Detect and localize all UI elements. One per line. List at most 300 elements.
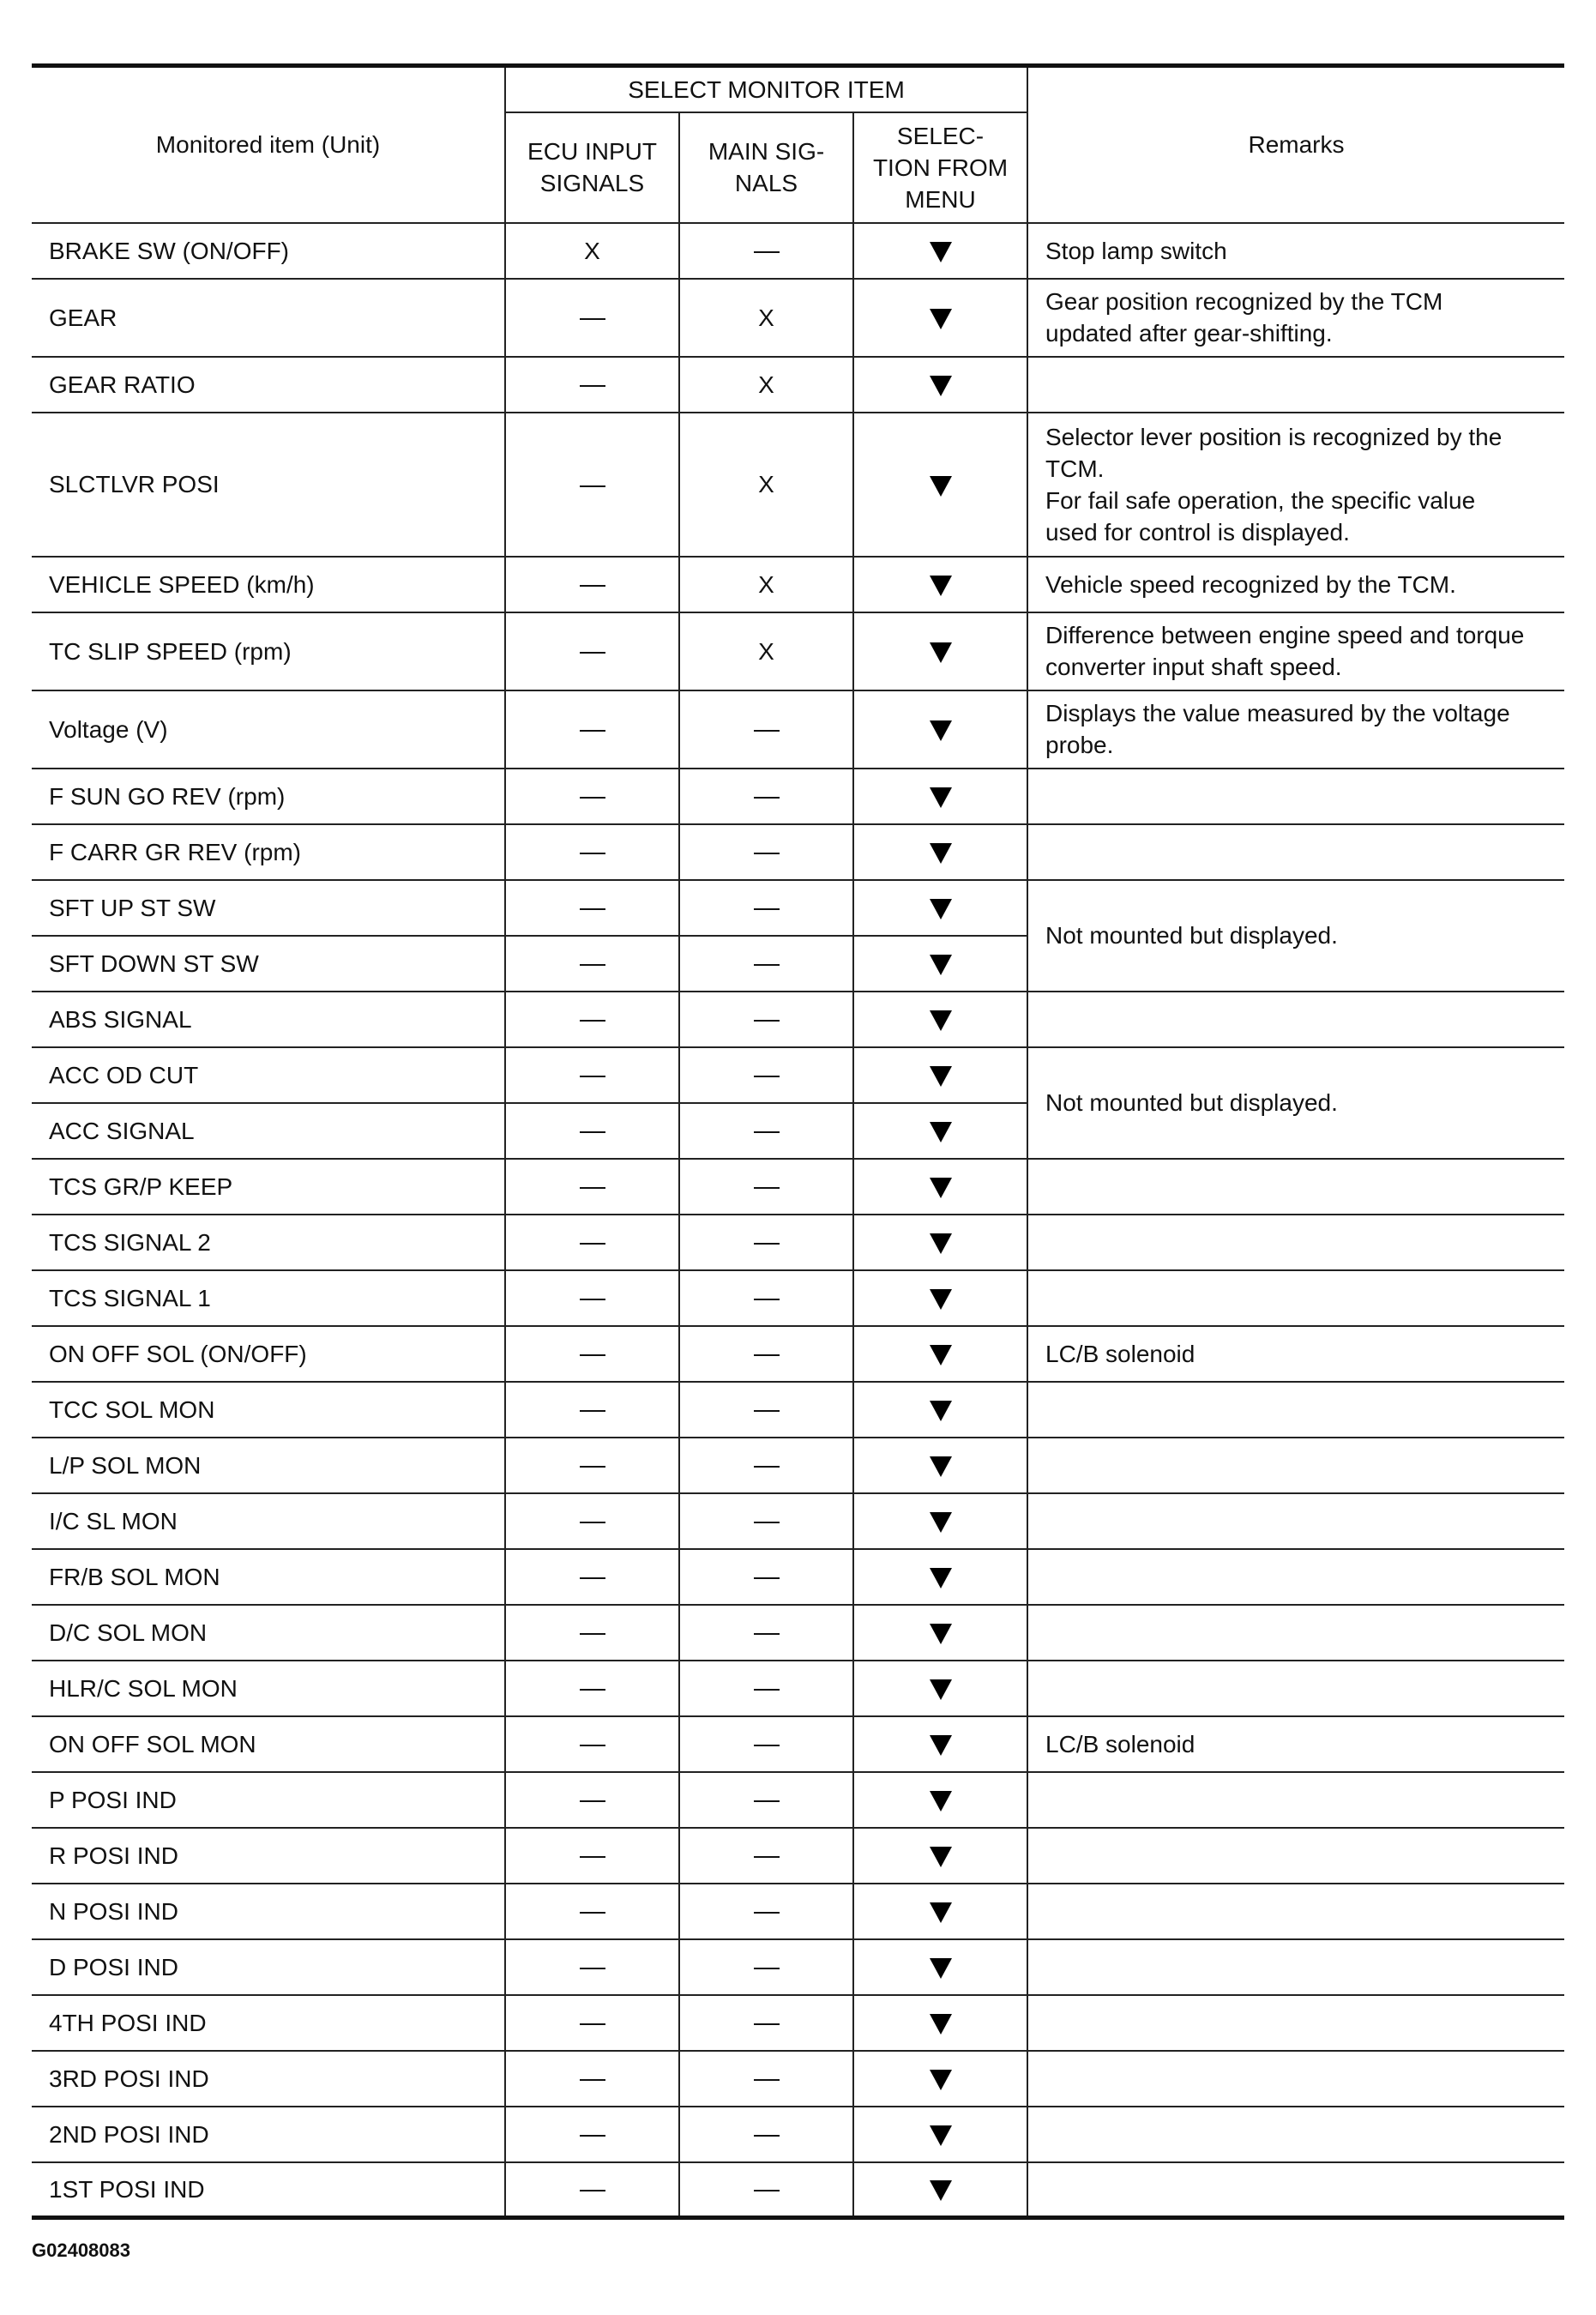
- ecu-input-signals-cell: [505, 1828, 679, 1884]
- dash-mark: [580, 2079, 605, 2081]
- main-signals-cell: [679, 1772, 853, 1828]
- dash-mark: [580, 318, 605, 320]
- main-signals-cell: [679, 1939, 853, 1995]
- main-signals-cell: [679, 1047, 853, 1103]
- main-signals-cell: [679, 1828, 853, 1884]
- x-mark: X: [584, 237, 600, 264]
- main-signals-cell: [679, 1661, 853, 1716]
- x-mark: X: [758, 304, 774, 331]
- ecu-input-signals-cell: [505, 1215, 679, 1270]
- selection-from-menu-cell: [853, 1772, 1027, 1828]
- table-row: [32, 357, 1564, 413]
- main-signals-cell: [679, 557, 853, 612]
- ecu-input-signals-cell: [505, 936, 679, 992]
- ecu-input-signals-cell: [505, 1493, 679, 1549]
- dash-mark: [580, 1187, 605, 1189]
- remarks-cell: Gear position recognized by the TCM updated after gear-shifting.: [1027, 279, 1564, 357]
- monitored-item-cell: FR/B SOL MON: [32, 1549, 505, 1605]
- remarks-cell: [1027, 1270, 1564, 1326]
- selection-from-menu-cell: [853, 2162, 1027, 2218]
- ecu-input-signals-cell: [505, 1438, 679, 1493]
- down-triangle-icon: [930, 1401, 952, 1421]
- selection-from-menu-cell: [853, 223, 1027, 279]
- dash-mark: [754, 1689, 780, 1691]
- ecu-input-signals-cell: [505, 1326, 679, 1382]
- monitored-item-cell: SFT DOWN ST SW: [32, 936, 505, 992]
- table-header: [32, 66, 1564, 223]
- selection-from-menu-cell: [853, 1159, 1027, 1215]
- monitored-item-cell: ACC SIGNAL: [32, 1103, 505, 1159]
- down-triangle-icon: [930, 2180, 952, 2201]
- monitored-item-cell: TCS SIGNAL 2: [32, 1215, 505, 1270]
- dash-mark: [754, 1633, 780, 1635]
- remarks-cell: Vehicle speed recognized by the TCM.: [1027, 557, 1564, 612]
- monitored-item-cell: I/C SL MON: [32, 1493, 505, 1549]
- ecu-input-signals-header: ECU INPUT SIGNALS: [505, 112, 679, 223]
- monitored-item-cell: ACC OD CUT: [32, 1047, 505, 1103]
- remarks-cell: Not mounted but displayed.: [1027, 880, 1564, 992]
- dash-mark: [754, 1466, 780, 1468]
- remarks-cell: [1027, 1828, 1564, 1884]
- dash-mark: [580, 1912, 605, 1914]
- dash-mark: [580, 2135, 605, 2137]
- monitored-item-cell: 4TH POSI IND: [32, 1995, 505, 2051]
- down-triangle-icon: [930, 1568, 952, 1589]
- selection-from-menu-cell: [853, 1326, 1027, 1382]
- down-triangle-icon: [930, 2070, 952, 2090]
- monitored-item-cell: 2ND POSI IND: [32, 2107, 505, 2162]
- down-triangle-icon: [930, 576, 952, 596]
- dash-mark: [580, 797, 605, 799]
- monitored-item-cell: BRAKE SW (ON/OFF): [32, 223, 505, 279]
- ecu-input-signals-cell: [505, 1772, 679, 1828]
- ecu-input-signals-cell: [505, 690, 679, 769]
- dash-mark: [754, 964, 780, 966]
- ecu-input-signals-cell: [505, 769, 679, 824]
- remarks-cell: [1027, 1549, 1564, 1605]
- selection-from-menu-header: SELEC- TION FROM MENU: [853, 112, 1027, 223]
- remarks-cell: [1027, 1939, 1564, 1995]
- figure-code: G02408083: [32, 2240, 130, 2261]
- down-triangle-icon: [930, 2125, 952, 2146]
- ecu-input-signals-cell: [505, 279, 679, 357]
- remarks-cell: [1027, 2051, 1564, 2107]
- ecu-input-signals-cell: [505, 2051, 679, 2107]
- remarks-header: Remarks: [1027, 66, 1564, 223]
- selection-from-menu-cell: [853, 1661, 1027, 1716]
- table-row: [32, 557, 1564, 612]
- select-monitor-item-header: SELECT MONITOR ITEM: [505, 66, 1027, 112]
- table-row: [32, 223, 1564, 279]
- remarks-cell: [1027, 769, 1564, 824]
- dash-mark: [580, 1633, 605, 1635]
- down-triangle-icon: [930, 1066, 952, 1087]
- selection-from-menu-cell: [853, 769, 1027, 824]
- dash-mark: [580, 853, 605, 854]
- down-triangle-icon: [930, 642, 952, 663]
- down-triangle-icon: [930, 787, 952, 808]
- dash-mark: [580, 1243, 605, 1245]
- down-triangle-icon: [930, 1010, 952, 1031]
- ecu-input-signals-cell: [505, 824, 679, 880]
- dash-mark: [754, 2079, 780, 2081]
- table-row: [32, 1828, 1564, 1884]
- dash-mark: [754, 797, 780, 799]
- dash-mark: [754, 1912, 780, 1914]
- main-signals-cell: [679, 880, 853, 936]
- main-signals-cell: [679, 1438, 853, 1493]
- down-triangle-icon: [930, 242, 952, 262]
- monitored-item-cell: 1ST POSI IND: [32, 2162, 505, 2218]
- monitored-item-cell: N POSI IND: [32, 1884, 505, 1939]
- monitored-item-cell: SLCTLVR POSI: [32, 413, 505, 557]
- down-triangle-icon: [930, 1456, 952, 1477]
- ecu-input-signals-cell: [505, 1549, 679, 1605]
- dash-mark: [580, 1020, 605, 1022]
- down-triangle-icon: [930, 1512, 952, 1533]
- ecu-input-signals-cell: [505, 2162, 679, 2218]
- down-triangle-icon: [930, 1178, 952, 1198]
- selection-from-menu-cell: [853, 1605, 1027, 1661]
- table-row: [32, 1326, 1564, 1382]
- ecu-input-signals-cell: [505, 1995, 679, 2051]
- monitored-item-cell: TC SLIP SPEED (rpm): [32, 612, 505, 690]
- dash-mark: [580, 2190, 605, 2191]
- ecu-input-signals-cell: [505, 1661, 679, 1716]
- monitored-item-header: Monitored item (Unit): [32, 66, 505, 223]
- dash-mark: [754, 1243, 780, 1245]
- main-signals-cell: [679, 612, 853, 690]
- down-triangle-icon: [930, 843, 952, 864]
- table-body: [32, 223, 1564, 2218]
- dash-mark: [580, 964, 605, 966]
- monitored-item-cell: ON OFF SOL (ON/OFF): [32, 1326, 505, 1382]
- dash-mark: [754, 1020, 780, 1022]
- selection-from-menu-cell: [853, 1382, 1027, 1438]
- x-mark: X: [758, 637, 774, 665]
- table-row: [32, 1159, 1564, 1215]
- down-triangle-icon: [930, 1958, 952, 1979]
- ecu-input-signals-cell: [505, 357, 679, 413]
- monitored-item-cell: SFT UP ST SW: [32, 880, 505, 936]
- dash-mark: [580, 1299, 605, 1300]
- table-row: [32, 824, 1564, 880]
- monitored-item-cell: ON OFF SOL MON: [32, 1716, 505, 1772]
- selection-from-menu-cell: [853, 2107, 1027, 2162]
- dash-mark: [754, 1577, 780, 1579]
- dash-mark: [580, 1131, 605, 1133]
- main-signals-cell: [679, 2107, 853, 2162]
- selection-from-menu-cell: [853, 1215, 1027, 1270]
- remarks-cell: [1027, 1493, 1564, 1549]
- remarks-cell: Stop lamp switch: [1027, 223, 1564, 279]
- remarks-cell: [1027, 1605, 1564, 1661]
- ecu-input-signals-cell: [505, 1884, 679, 1939]
- ecu-input-signals-cell: [505, 1159, 679, 1215]
- selection-from-menu-cell: [853, 413, 1027, 557]
- ecu-input-signals-cell: [505, 1103, 679, 1159]
- down-triangle-icon: [930, 1902, 952, 1923]
- monitored-item-cell: D/C SOL MON: [32, 1605, 505, 1661]
- selection-from-menu-cell: [853, 936, 1027, 992]
- dash-mark: [754, 1522, 780, 1523]
- dash-mark: [580, 1522, 605, 1523]
- dash-mark: [580, 585, 605, 587]
- main-signals-cell: [679, 2051, 853, 2107]
- dash-mark: [580, 730, 605, 732]
- dash-mark: [580, 1076, 605, 1077]
- monitored-item-cell: Voltage (V): [32, 690, 505, 769]
- ecu-input-signals-cell: [505, 223, 679, 279]
- ecu-input-signals-cell: [505, 1716, 679, 1772]
- down-triangle-icon: [930, 1735, 952, 1756]
- dash-mark: [754, 1187, 780, 1189]
- main-signals-cell: [679, 824, 853, 880]
- dash-mark: [754, 1299, 780, 1300]
- monitor-item-document: [32, 63, 1564, 2220]
- selection-from-menu-cell: [853, 1995, 1027, 2051]
- main-signals-cell: [679, 1549, 853, 1605]
- monitored-item-cell: TCS SIGNAL 1: [32, 1270, 505, 1326]
- selection-from-menu-cell: [853, 1438, 1027, 1493]
- remarks-cell: [1027, 357, 1564, 413]
- ecu-input-signals-cell: [505, 557, 679, 612]
- down-triangle-icon: [930, 955, 952, 975]
- monitored-item-cell: D POSI IND: [32, 1939, 505, 1995]
- monitored-item-cell: TCS GR/P KEEP: [32, 1159, 505, 1215]
- main-signals-cell: [679, 413, 853, 557]
- dash-mark: [580, 1856, 605, 1858]
- main-signals-cell: [679, 936, 853, 992]
- main-signals-cell: [679, 992, 853, 1047]
- main-signals-cell: [679, 357, 853, 413]
- table-row: [32, 1438, 1564, 1493]
- dash-mark: [754, 1131, 780, 1133]
- dash-mark: [754, 2190, 780, 2191]
- dash-mark: [754, 730, 780, 732]
- remarks-cell: [1027, 1884, 1564, 1939]
- monitored-item-cell: F CARR GR REV (rpm): [32, 824, 505, 880]
- selection-from-menu-cell: [853, 992, 1027, 1047]
- table-row: [32, 1215, 1564, 1270]
- selection-from-menu-cell: [853, 1270, 1027, 1326]
- selection-from-menu-cell: [853, 1884, 1027, 1939]
- down-triangle-icon: [930, 1345, 952, 1365]
- x-mark: X: [758, 471, 774, 497]
- dash-mark: [580, 485, 605, 487]
- x-mark: X: [758, 570, 774, 598]
- selection-from-menu-cell: [853, 1549, 1027, 1605]
- down-triangle-icon: [930, 1624, 952, 1644]
- dash-mark: [754, 1800, 780, 1802]
- dash-mark: [754, 908, 780, 910]
- main-signals-cell: [679, 1884, 853, 1939]
- table-row: [32, 2162, 1564, 2218]
- table-row: [32, 1995, 1564, 2051]
- table-row: [32, 279, 1564, 357]
- remarks-cell: Difference between engine speed and torque converter input shaft speed.: [1027, 612, 1564, 690]
- dash-mark: [754, 1410, 780, 1412]
- table-row: [32, 1047, 1564, 1103]
- table-row: [32, 2107, 1564, 2162]
- selection-from-menu-cell: [853, 2051, 1027, 2107]
- down-triangle-icon: [930, 376, 952, 396]
- dash-mark: [580, 1745, 605, 1746]
- ecu-input-signals-cell: [505, 1047, 679, 1103]
- dash-mark: [580, 1466, 605, 1468]
- remarks-cell: [1027, 992, 1564, 1047]
- dash-mark: [580, 1968, 605, 1969]
- down-triangle-icon: [930, 1289, 952, 1310]
- table-row: [32, 1605, 1564, 1661]
- ecu-input-signals-cell: [505, 1939, 679, 1995]
- dash-mark: [580, 1410, 605, 1412]
- ecu-input-signals-cell: [505, 1605, 679, 1661]
- table-row: [32, 992, 1564, 1047]
- dash-mark: [754, 853, 780, 854]
- dash-mark: [754, 1745, 780, 1746]
- dash-mark: [580, 1800, 605, 1802]
- down-triangle-icon: [930, 1847, 952, 1867]
- remarks-cell: [1027, 2162, 1564, 2218]
- selection-from-menu-cell: [853, 880, 1027, 936]
- remarks-cell: [1027, 2107, 1564, 2162]
- dash-mark: [754, 251, 780, 253]
- dash-mark: [580, 1354, 605, 1356]
- ecu-input-signals-cell: [505, 612, 679, 690]
- table-row: [32, 1884, 1564, 1939]
- main-signals-cell: [679, 690, 853, 769]
- main-signals-cell: [679, 1605, 853, 1661]
- down-triangle-icon: [930, 1122, 952, 1142]
- selection-from-menu-cell: [853, 1939, 1027, 1995]
- remarks-cell: [1027, 1159, 1564, 1215]
- remarks-cell: [1027, 1772, 1564, 1828]
- remarks-cell: Displays the value measured by the voltage probe.: [1027, 690, 1564, 769]
- dash-mark: [580, 1577, 605, 1579]
- table-row: [32, 2051, 1564, 2107]
- table-row: [32, 1382, 1564, 1438]
- ecu-input-signals-cell: [505, 1382, 679, 1438]
- down-triangle-icon: [930, 476, 952, 497]
- dash-mark: [580, 2023, 605, 2025]
- remarks-cell: Selector lever position is recognized by the TCM. For fail safe operation, the specific value used for control is displayed.: [1027, 413, 1564, 557]
- remarks-cell: [1027, 1995, 1564, 2051]
- remarks-cell: LC/B solenoid: [1027, 1326, 1564, 1382]
- main-signals-cell: [679, 1995, 853, 2051]
- monitored-item-cell: TCC SOL MON: [32, 1382, 505, 1438]
- table-row: [32, 1493, 1564, 1549]
- table-row: [32, 1939, 1564, 1995]
- main-signals-cell: [679, 1215, 853, 1270]
- table-row: [32, 413, 1564, 557]
- table-row: [32, 1270, 1564, 1326]
- dash-mark: [754, 1856, 780, 1858]
- selection-from-menu-cell: [853, 1047, 1027, 1103]
- down-triangle-icon: [930, 899, 952, 919]
- main-signals-cell: [679, 1326, 853, 1382]
- x-mark: X: [758, 371, 774, 398]
- main-signals-cell: [679, 223, 853, 279]
- selection-from-menu-cell: [853, 1828, 1027, 1884]
- table-row: [32, 1549, 1564, 1605]
- remarks-cell: Not mounted but displayed.: [1027, 1047, 1564, 1159]
- dash-mark: [754, 1354, 780, 1356]
- dash-mark: [580, 1689, 605, 1691]
- monitored-item-cell: GEAR: [32, 279, 505, 357]
- monitored-item-cell: L/P SOL MON: [32, 1438, 505, 1493]
- down-triangle-icon: [930, 1233, 952, 1254]
- ecu-input-signals-cell: [505, 1270, 679, 1326]
- selection-from-menu-cell: [853, 357, 1027, 413]
- remarks-cell: [1027, 824, 1564, 880]
- remarks-cell: [1027, 1215, 1564, 1270]
- selection-from-menu-cell: [853, 690, 1027, 769]
- main-signals-cell: [679, 1716, 853, 1772]
- down-triangle-icon: [930, 2014, 952, 2035]
- dash-mark: [580, 385, 605, 387]
- dash-mark: [754, 1076, 780, 1077]
- selection-from-menu-cell: [853, 1103, 1027, 1159]
- table-row: [32, 690, 1564, 769]
- main-signals-cell: [679, 1493, 853, 1549]
- remarks-cell: [1027, 1438, 1564, 1493]
- remarks-cell: LC/B solenoid: [1027, 1716, 1564, 1772]
- main-signals-cell: [679, 1270, 853, 1326]
- monitored-item-cell: P POSI IND: [32, 1772, 505, 1828]
- monitored-item-cell: R POSI IND: [32, 1828, 505, 1884]
- dash-mark: [580, 908, 605, 910]
- dash-mark: [754, 2023, 780, 2025]
- monitored-item-cell: GEAR RATIO: [32, 357, 505, 413]
- main-signals-cell: [679, 279, 853, 357]
- table-row: [32, 880, 1564, 936]
- down-triangle-icon: [930, 309, 952, 329]
- selection-from-menu-cell: [853, 279, 1027, 357]
- ecu-input-signals-cell: [505, 2107, 679, 2162]
- table-row: [32, 1716, 1564, 1772]
- selection-from-menu-cell: [853, 1493, 1027, 1549]
- main-signals-cell: [679, 769, 853, 824]
- selection-from-menu-cell: [853, 612, 1027, 690]
- remarks-cell: [1027, 1382, 1564, 1438]
- table-row: [32, 769, 1564, 824]
- dash-mark: [754, 2135, 780, 2137]
- main-signals-cell: [679, 1159, 853, 1215]
- dash-mark: [580, 652, 605, 654]
- down-triangle-icon: [930, 1679, 952, 1700]
- ecu-input-signals-cell: [505, 413, 679, 557]
- ecu-input-signals-cell: [505, 992, 679, 1047]
- dash-mark: [754, 1968, 780, 1969]
- selection-from-menu-cell: [853, 557, 1027, 612]
- table-row: [32, 1772, 1564, 1828]
- table-row: [32, 612, 1564, 690]
- monitored-item-cell: ABS SIGNAL: [32, 992, 505, 1047]
- monitored-item-cell: 3RD POSI IND: [32, 2051, 505, 2107]
- monitored-item-cell: HLR/C SOL MON: [32, 1661, 505, 1716]
- table-row: [32, 1661, 1564, 1716]
- monitored-item-cell: F SUN GO REV (rpm): [32, 769, 505, 824]
- down-triangle-icon: [930, 1791, 952, 1812]
- ecu-input-signals-cell: [505, 880, 679, 936]
- main-signals-cell: [679, 1382, 853, 1438]
- monitored-item-cell: VEHICLE SPEED (km/h): [32, 557, 505, 612]
- selection-from-menu-cell: [853, 1716, 1027, 1772]
- main-signals-header: MAIN SIG- NALS: [679, 112, 853, 223]
- remarks-cell: [1027, 1661, 1564, 1716]
- main-signals-cell: [679, 2162, 853, 2218]
